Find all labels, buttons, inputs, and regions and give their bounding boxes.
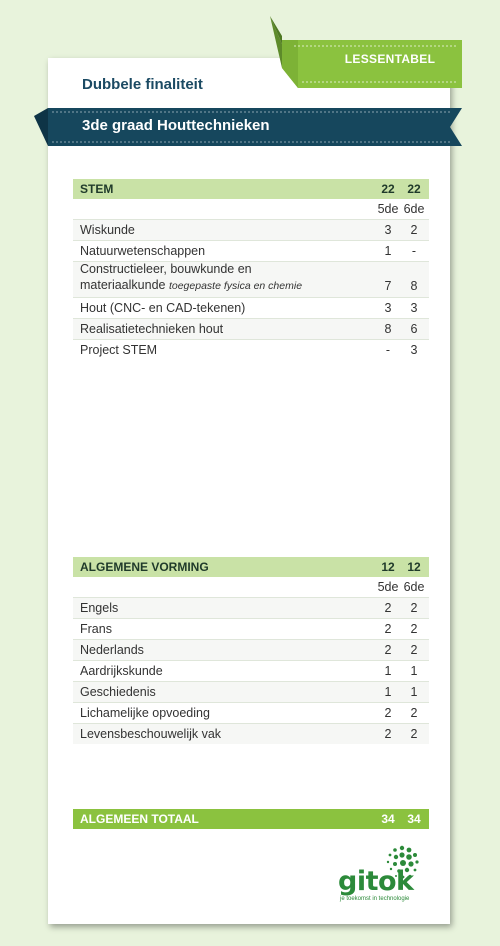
grade-5de-label: 5de <box>377 580 399 594</box>
algemeen-total-6de: 12 <box>407 560 421 574</box>
hours-6de: 3 <box>410 301 418 315</box>
hours-6de: - <box>411 244 417 258</box>
subject-name: Levensbeschouwelijk vak <box>80 727 222 741</box>
subject-name <box>73 261 375 294</box>
algemeen-totaal-bar <box>73 809 429 829</box>
table-row <box>73 597 429 618</box>
algemene-vorming-section <box>73 557 429 744</box>
grade-5de-label: 5de <box>377 202 399 216</box>
stem-rows <box>73 219 429 360</box>
hours-6de: 1 <box>410 664 418 678</box>
hours-5de: 2 <box>384 643 392 657</box>
logo-tagline: je toekomst in technologie <box>340 896 410 902</box>
title-banner <box>34 108 462 146</box>
subject-name: Hout (CNC- en CAD-tekenen) <box>80 301 246 315</box>
subject-note: toegepaste fysica en chemie <box>168 280 303 292</box>
subject-name: Wiskunde <box>80 223 135 237</box>
algemeen-grade-labels <box>73 577 429 597</box>
table-row <box>73 681 429 702</box>
tag-label: LESSENTABEL <box>344 52 436 66</box>
hours-5de: 2 <box>384 706 392 720</box>
hours-6de: 2 <box>410 622 418 636</box>
table-row <box>73 660 429 681</box>
hours-5de: - <box>385 343 391 357</box>
subject-name-line2: materiaalkunde <box>80 278 166 292</box>
subject-name: Realisatietechnieken hout <box>80 322 224 336</box>
hours-5de: 1 <box>384 244 392 258</box>
subject-name: Engels <box>80 601 119 615</box>
page-subtitle: Dubbele finaliteit <box>82 76 203 93</box>
hours-5de: 3 <box>384 223 392 237</box>
totaal-6de: 34 <box>407 812 421 826</box>
hours-6de: 3 <box>410 343 418 357</box>
table-row <box>73 318 429 339</box>
totaal-5de: 34 <box>381 812 395 826</box>
gitok-logo <box>338 842 422 906</box>
subject-name: Aardrijkskunde <box>80 664 163 678</box>
stem-section <box>73 179 429 360</box>
hours-5de: 7 <box>384 279 392 293</box>
hours-6de: 8 <box>410 279 418 293</box>
stem-total-6de: 22 <box>407 182 421 196</box>
hours-5de: 1 <box>384 664 392 678</box>
algemeen-total-5de: 12 <box>381 560 395 574</box>
stem-header <box>73 179 429 199</box>
logo-wordmark: gitok <box>338 866 414 897</box>
totaal-label: ALGEMEEN TOTAAL <box>80 812 199 826</box>
hours-6de: 2 <box>410 643 418 657</box>
table-row <box>73 339 429 360</box>
table-row <box>73 639 429 660</box>
algemeen-rows <box>73 597 429 744</box>
hours-6de: 2 <box>410 223 418 237</box>
lessentabel-tag <box>262 16 470 96</box>
hours-5de: 1 <box>384 685 392 699</box>
table-row <box>73 240 429 261</box>
subject-name: Project STEM <box>80 343 158 357</box>
grade-6de-label: 6de <box>403 202 425 216</box>
subject-name: Frans <box>80 622 112 636</box>
grade-6de-label: 6de <box>403 580 425 594</box>
algemene-vorming-title: ALGEMENE VORMING <box>80 560 209 574</box>
stem-title: STEM <box>80 182 114 196</box>
hours-5de: 8 <box>384 322 392 336</box>
hours-5de: 2 <box>384 601 392 615</box>
stem-grade-labels <box>73 199 429 219</box>
stem-total-5de: 22 <box>381 182 395 196</box>
table-row <box>73 297 429 318</box>
hours-5de: 2 <box>384 727 392 741</box>
hours-6de: 2 <box>410 706 418 720</box>
algemene-vorming-header <box>73 557 429 577</box>
table-row <box>73 618 429 639</box>
subject-name-line1: Constructieleer, bouwkunde en <box>80 262 252 276</box>
table-row <box>73 219 429 240</box>
table-row <box>73 723 429 744</box>
hours-6de: 1 <box>410 685 418 699</box>
hours-6de: 6 <box>410 322 418 336</box>
subject-name: Natuurwetenschappen <box>80 244 206 258</box>
hours-6de: 2 <box>410 727 418 741</box>
hours-5de: 2 <box>384 622 392 636</box>
subject-name: Geschiedenis <box>80 685 156 699</box>
subject-name: Nederlands <box>80 643 144 657</box>
hours-5de: 3 <box>384 301 392 315</box>
subject-name: Lichamelijke opvoeding <box>80 706 210 720</box>
banner-title: 3de graad Houttechnieken <box>82 117 270 134</box>
hours-6de: 2 <box>410 601 418 615</box>
table-row <box>73 702 429 723</box>
table-row <box>73 261 429 297</box>
